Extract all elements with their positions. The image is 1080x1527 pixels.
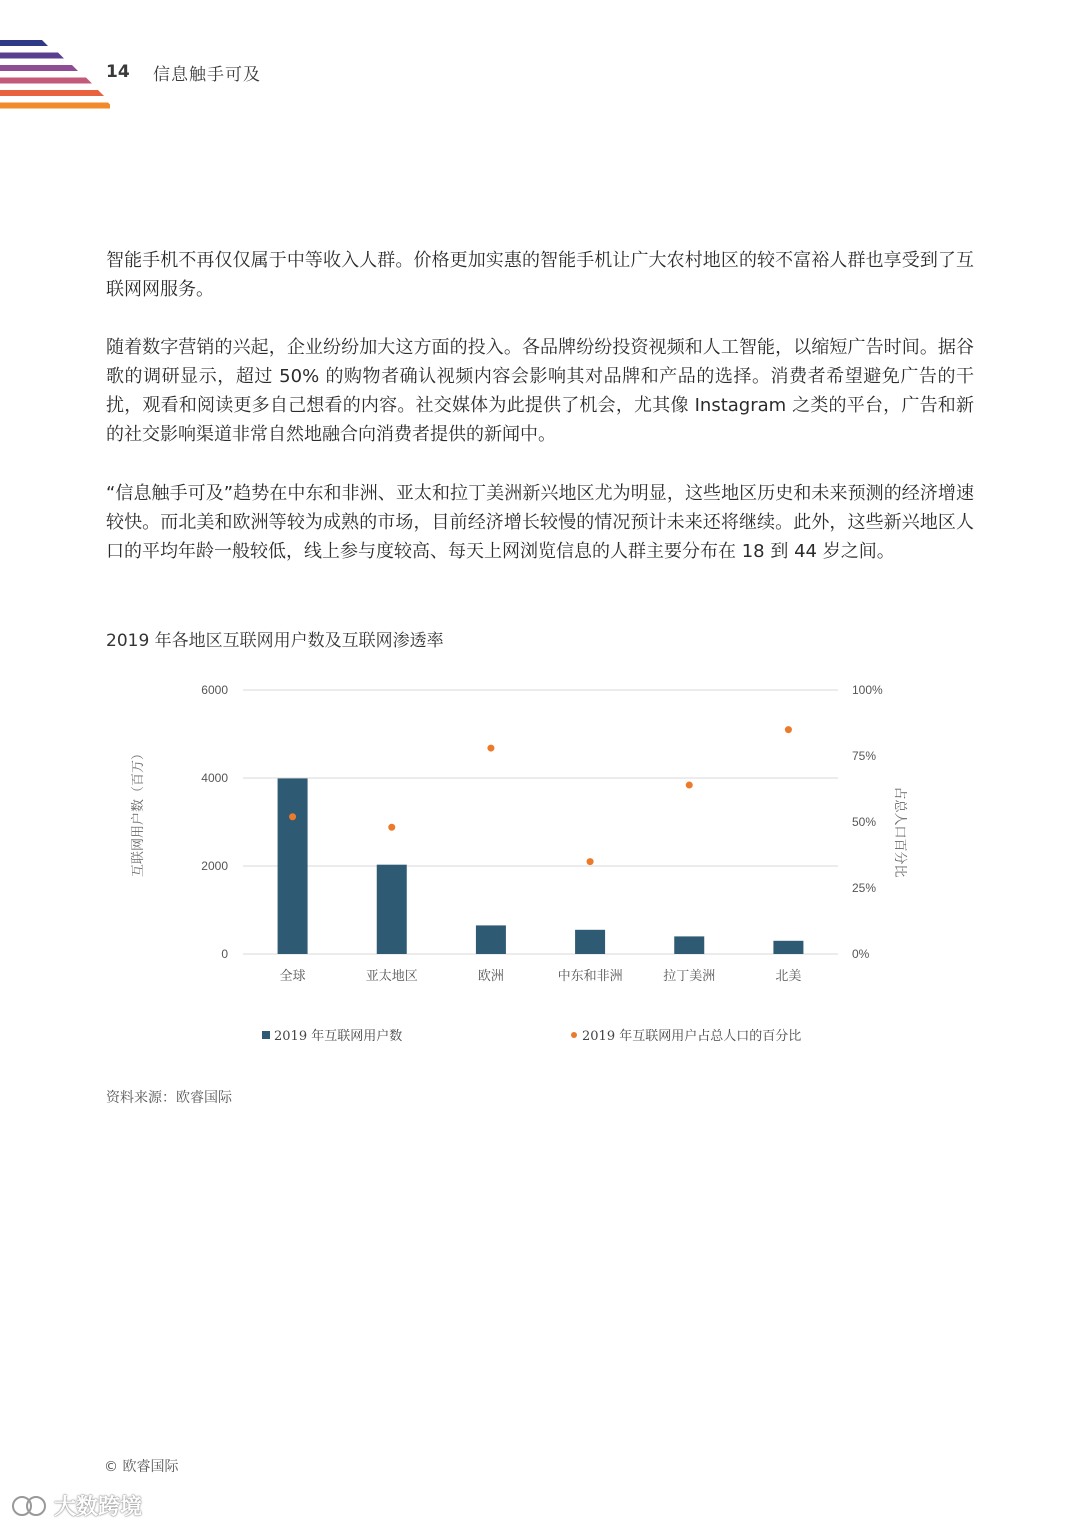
header-stripe [0,65,78,71]
page-number: 14 [106,62,130,82]
paragraph-1: 智能手机不再仅仅属于中等收入人群。价格更加实惠的智能手机让广大农村地区的较不富裕人群也享受到了互联网网服务。 [106,250,974,300]
header-stripe [0,90,104,96]
x-tick-label: 欧洲 [477,969,504,984]
y2-axis-title: 占总人口百分比 [892,786,907,878]
page-header-title: 信息触手可及 [153,65,261,85]
scatter-point [487,745,494,752]
y2-tick-label: 50% [852,815,877,829]
copyright: © 欧睿国际 [104,1459,179,1475]
bar [377,865,407,954]
paragraph-2: 随着数字营销的兴起，企业纷纷加大这方面的投入。各品牌纷纷投资视频和人工智能，以缩短广告时间。据谷歌的调研显示，超过 50% 的购物者确认视频内容会影响其对品牌和产品的选择。消费者希望避免广告的干扰，观看和阅读更多自己想看的内容。社交媒体为此提供了机会，尤其像 Instagram 之类的平台，广告和新的社交影响渠道非常自然地融合向消费者提供的新闻中。 [106,337,974,445]
scatter-point [686,782,693,789]
scatter-point [289,813,296,820]
x-tick-label: 北美 [775,969,802,984]
legend-swatch-bar [262,1031,270,1039]
x-tick-label: 全球 [279,969,306,984]
source-note: 资料来源：欧睿国际 [106,1090,232,1106]
x-tick-label: 拉丁美洲 [663,969,716,984]
legend-swatch-point [571,1032,577,1038]
paragraph-3: “信息触手可及”趋势在中东和非洲、亚太和拉丁美洲新兴地区尤为明显，这些地区历史和未来预测的经济增速较快。而北美和欧洲等较为成熟的市场，目前经济增长较慢的情况预计未来还将继续。此外，这些新兴地区人口的平均年龄一般较低，线上参与度较高、每天上网浏览信息的人群主要分布在 18 到 44 岁之间。 [106,483,974,562]
y-tick-label: 2000 [201,859,228,873]
y-tick-label: 6000 [201,683,228,697]
scatter-point [587,858,594,865]
header-stripe [0,103,110,109]
scatter-point [388,824,395,831]
bar [476,925,506,954]
x-tick-label: 亚太地区 [365,969,418,984]
y2-tick-label: 100% [852,683,883,697]
watermark-logo-icon [10,1491,50,1521]
y-axis-title: 互联网用户数（百万） [131,746,146,878]
header-stripe [0,53,64,59]
scatter-point [785,726,792,733]
y2-tick-label: 0% [852,947,870,961]
watermark [10,1490,142,1521]
x-tick-label: 中东和非洲 [557,969,623,984]
bar [575,930,605,954]
y2-tick-label: 75% [852,749,877,763]
y-tick-label: 0 [221,947,228,961]
y-tick-label: 4000 [201,771,228,785]
watermark-text: 大数跨境 [54,1495,143,1520]
header-stripe [0,40,48,46]
bar [773,941,803,954]
y2-tick-label: 25% [852,881,877,895]
legend-label-point: 2019 年互联网用户占总人口的百分比 [582,1029,802,1044]
legend-label-bar: 2019 年互联网用户数 [274,1029,403,1044]
bar [278,778,308,954]
bar [674,936,704,954]
chart-title: 2019 年各地区互联网用户数及互联网渗透率 [106,631,444,651]
header-stripe [0,78,92,84]
header-stripes [0,0,110,112]
